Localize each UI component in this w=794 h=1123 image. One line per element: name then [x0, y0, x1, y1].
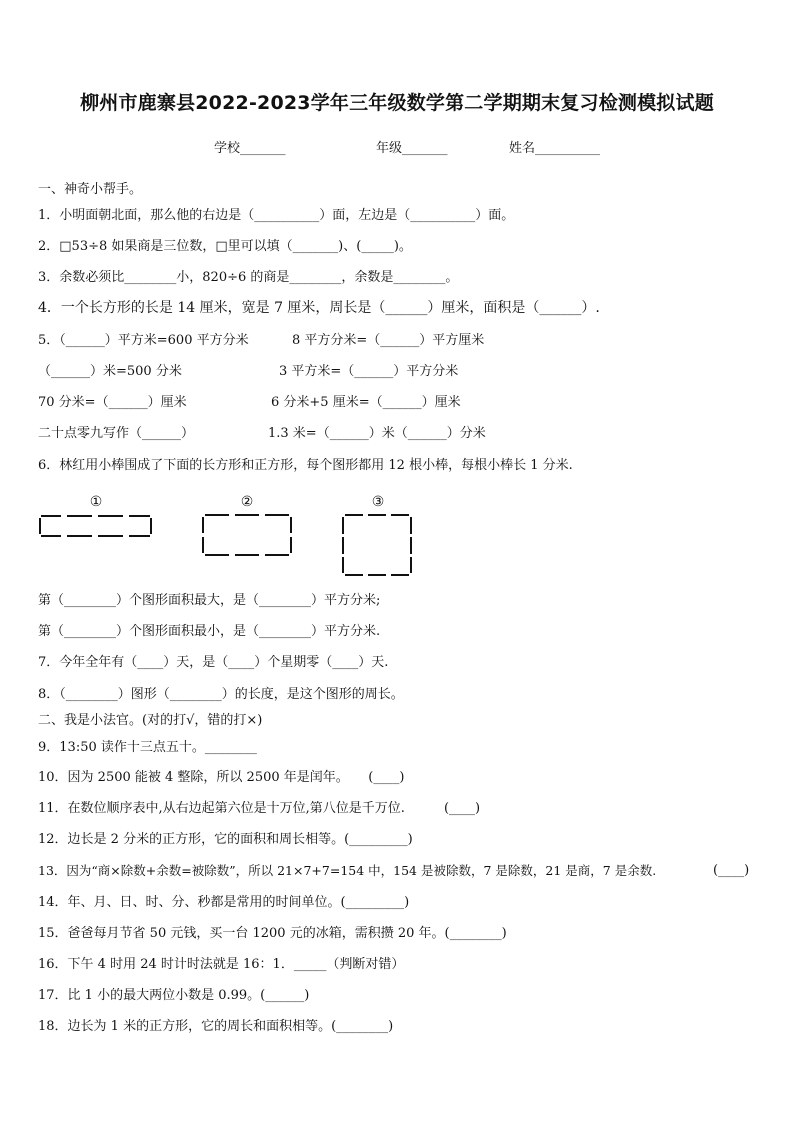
- figure-1-label: ①: [89, 494, 103, 510]
- school-field: 学校_______: [214, 141, 286, 156]
- question-9: 9．13:50 读作十三点五十。________: [38, 740, 257, 755]
- question-10: 10．因为 2500 能被 4 整除，所以 2500 年是闰年。 (____): [38, 770, 405, 785]
- grade-field: 年级_______: [376, 141, 448, 156]
- question-15: 15．爸爸每月节省 50 元钱，买一台 1200 元的冰箱，需积攒 20 年。(________): [38, 926, 507, 941]
- question-13-blank: (____): [713, 863, 750, 878]
- question-5-r2a: （______）米=500 分米: [38, 364, 182, 379]
- question-6b: 第（________）个图形面积最小，是（________）平方分米.: [38, 624, 381, 639]
- figure-3-label: ③: [371, 494, 385, 510]
- question-5-r3b: 6 分米+5 厘米=（______）厘米: [271, 395, 461, 410]
- question-5-r1b: 8 平方分米=（______）平方厘米: [292, 333, 485, 348]
- page-title: 柳州市鹿寨县2022-2023学年三年级数学第二学期期末复习检测模拟试题: [80, 92, 714, 114]
- question-7: 7．今年全年有（____）天，是（____）个星期零（____）天.: [38, 655, 389, 670]
- question-5-r4b: 1.3 米=（______）米（______）分米: [268, 426, 486, 441]
- question-8: 8．（________）图形（________）的长度，是这个图形的周长。: [38, 687, 404, 702]
- question-2: 2．□53÷8 如果商是三位数，□里可以填（_______)、(_____)。: [38, 239, 412, 254]
- question-16: 16．下午 4 时用 24 时计时法就是 16：1．_____（判断对错）: [38, 957, 405, 972]
- figure-2-label: ②: [240, 494, 254, 510]
- figure-3-square: [341, 512, 413, 578]
- question-6a: 第（________）个图形面积最大，是（________）平方分米;: [38, 593, 381, 608]
- question-17: 17．比 1 小的最大两位小数是 0.99。(______): [38, 988, 310, 1003]
- question-5-r1a: 5．（______）平方米=600 平方分米: [38, 333, 249, 348]
- figure-1-rectangle: [38, 512, 154, 540]
- question-6: 6．林红用小棒围成了下面的长方形和正方形，每个图形都用 12 根小棒，每根小棒长 1 分米.: [38, 458, 573, 473]
- question-14: 14．年、月、日、时、分、秒都是常用的时间单位。(_________): [38, 895, 410, 910]
- question-5-r4a: 二十点零九写作（______）: [38, 426, 195, 441]
- section2-heading: 二、我是小法官。(对的打√，错的打×): [38, 713, 263, 728]
- question-11: 11．在数位顺序表中,从右边起第六位是十万位,第八位是千万位. (____): [38, 801, 481, 816]
- question-3: 3．余数必须比________小，820÷6 的商是________，余数是________。: [38, 270, 459, 285]
- question-1: 1．小明面朝北面，那么他的右边是（__________）面，左边是（__________）面。: [38, 208, 515, 223]
- figure-2-rectangle: [201, 512, 293, 558]
- question-5-r3a: 70 分米=（______）厘米: [38, 395, 187, 410]
- question-5-r2b: 3 平方米=（______）平方分米: [279, 364, 459, 379]
- question-13: 13．因为“商×除数+余数=被除数”，所以 21×7+7=154 中，154 是被除数，7 是除数，21 是商，7 是余数.: [38, 863, 657, 878]
- question-4: 4．一个长方形的长是 14 厘米，宽是 7 厘米，周长是（______）厘米，面积是（______）.: [38, 300, 600, 316]
- name-field: 姓名__________: [509, 141, 601, 156]
- question-12: 12．边长是 2 分米的正方形，它的面积和周长相等。(_________): [38, 832, 413, 847]
- section1-heading: 一、神奇小帮手。: [38, 182, 143, 197]
- question-18: 18．边长为 1 米的正方形，它的周长和面积相等。(________): [38, 1019, 394, 1034]
